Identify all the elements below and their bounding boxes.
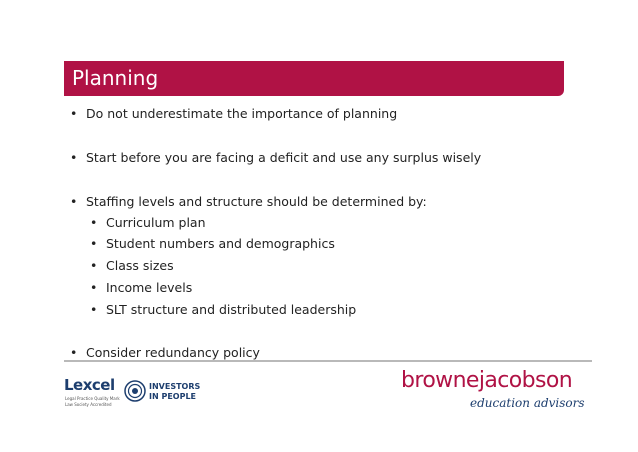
bullet-item xyxy=(70,345,260,361)
sub-bullet-text: Student numbers and demographics xyxy=(106,236,335,251)
sub-bullet-text: SLT structure and distributed leadership xyxy=(106,302,357,317)
sub-bullet-text: Class sizes xyxy=(106,258,174,273)
bullet-glyph: • xyxy=(90,280,98,295)
bullet-glyph: • xyxy=(90,236,98,251)
brand-logo: brownejacobson xyxy=(401,368,573,393)
slide-title-bar xyxy=(64,61,564,96)
bullet-item xyxy=(70,150,481,166)
lexcel-logo xyxy=(64,376,122,412)
bullet-glyph: • xyxy=(70,106,78,121)
bullet-text: Consider redundancy policy xyxy=(86,345,260,360)
slide-title: Planning xyxy=(72,66,159,90)
bullet-glyph: • xyxy=(90,215,98,230)
lexcel-accreditation: Law Society Accredited xyxy=(65,402,112,407)
bullet-text: Start before you are facing a deficit and use any surplus wisely xyxy=(86,150,482,165)
sub-bullet-item xyxy=(90,258,174,274)
sub-bullet-item xyxy=(90,302,356,318)
sub-bullet-text: Curriculum plan xyxy=(106,215,206,230)
sub-bullet-item xyxy=(90,215,206,231)
investors-in-people-logo xyxy=(124,378,204,408)
bullet-text: Do not underestimate the importance of planning xyxy=(86,106,398,121)
bullet-item xyxy=(70,106,397,122)
sub-bullet-item xyxy=(90,280,192,296)
sub-bullet-item xyxy=(90,236,335,252)
lexcel-tagline: Legal Practice Quality Mark xyxy=(65,396,120,401)
bullet-glyph: • xyxy=(90,258,98,273)
iip-line-1: INVESTORS xyxy=(149,382,201,391)
footer-divider xyxy=(64,360,592,362)
sub-bullet-text: Income levels xyxy=(106,280,193,295)
investors-in-people-icon xyxy=(124,378,146,404)
brand-subtitle: education advisors xyxy=(470,396,585,410)
bullet-glyph: • xyxy=(70,345,78,360)
bullet-text: Staffing levels and structure should be determined by: xyxy=(86,194,427,209)
bullet-glyph: • xyxy=(90,302,98,317)
lexcel-wordmark: Lexcel xyxy=(64,376,115,394)
bullet-item xyxy=(70,194,427,210)
bullet-glyph: • xyxy=(70,150,78,165)
iip-line-2: IN PEOPLE xyxy=(149,392,197,401)
bullet-glyph: • xyxy=(70,194,78,209)
